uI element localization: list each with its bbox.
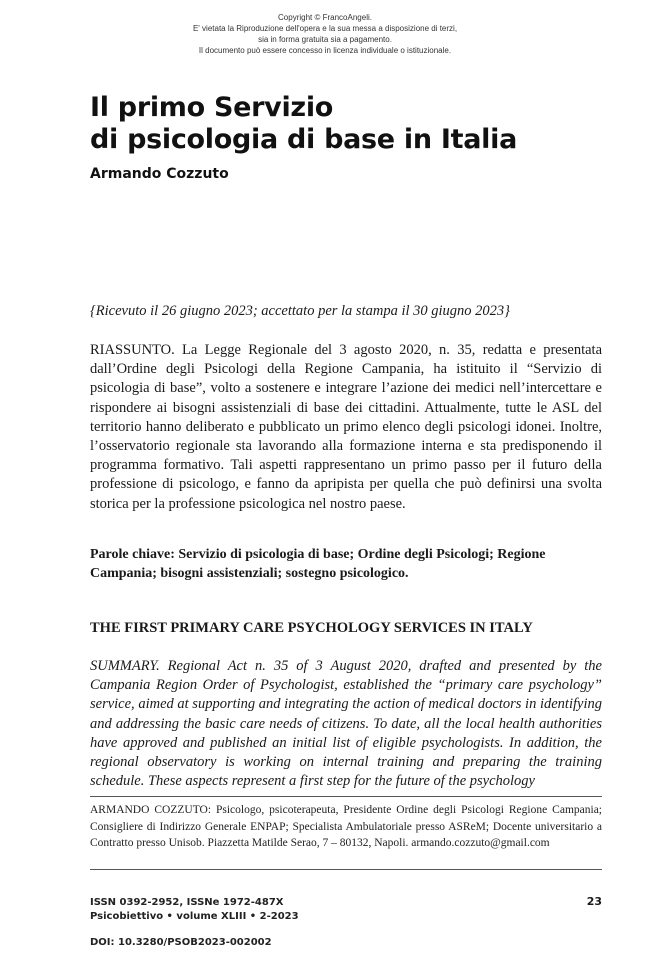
copyright-notice [0,12,650,56]
journal-volume: Psicobiettivo • volume XLIII • 2-2023 [90,911,299,922]
copyright-line: E' vietata la Riproduzione dell'opera e la sua messa a disposizione di terzi, [192,24,458,33]
received-dates: {Ricevuto il 26 giugno 2023; accettato per la stampa il 30 giugno 2023} [90,303,510,319]
page-number: 23 [586,895,602,908]
doi: DOI: 10.3280/PSOB2023-002002 [90,937,272,948]
copyright-line: sia in forma gratuita sia a pagamento. [258,35,392,44]
issn: ISSN 0392-2952, ISSNe 1972-487X [90,897,284,908]
abstract-italian: RIASSUNTO. La Legge Regionale del 3 agosto 2020, n. 35, redatta e presentata dall’Ordine degli Psicologi della Regione Campania, ha istituito il “Servizio di psicologia di base”, volto a sostenere e integrare l’azione dei medici nell’intercettare e rispondere ai bisogni assistenziali di base dei cittadini. Attualmente, tutte le ASL del territorio hanno deliberato e pubblicato un primo elenco degli psicologi idonei. Inoltre, l’osservatorio regionale sta lavorando alla formazione interna e sta predisponendo il programma formativo. Tali aspetti rappresentano un primo passo per il futuro della professione di psicologo, e fanno da apripista per quella che può definirsi una svolta storica per la professione psicologica nel nostro paese. [90,342,602,512]
journal-info [90,896,299,924]
copyright-line: Il documento può essere concesso in licenza individuale o istituzionale. [198,46,452,55]
footnote-divider-bottom [90,869,602,870]
keywords: Parole chiave: Servizio di psicologia di base; Ordine degli Psicologi; Regione Campania; bisogni assistenziali; sostegno psicologico. [90,547,546,581]
author-name: Armando Cozzuto [90,166,229,182]
article-title-line: Il primo Servizio [90,92,334,123]
footnote-divider-top [90,796,602,797]
abstract-english: SUMMARY. Regional Act n. 35 of 3 August 2020, drafted and presented by the Campania Region Order of Psychologist, established the “primary care psychology” service, aimed at supporting and integrating the action of medical doctors in identifying and addressing the basic care needs of citizens. To date, all the local health authorities have approved and published an initial list of eligible psychologists. In addition, the regional observatory is working on internal training and preparing the training schedule. These aspects represent a first step for the future of the psychology [90,658,602,790]
article-title-line: di psicologia di base in Italia [90,124,517,155]
author-affiliation: ARMANDO COZZUTO: Psicologo, psicoterapeuta, Presidente Ordine degli Psicologi Regione Campania; Consigliere di Indirizzo Generale ENPAP; Specialista Ambulatoriale presso ASReM; Docente universitario a Contratto presso Unisob. Piazzetta Matilde Serao, 7 – 80132, Napoli. armando.cozzuto@gmail.com [90,804,602,849]
article-title [90,92,610,156]
english-title: THE FIRST PRIMARY CARE PSYCHOLOGY SERVICES IN ITALY [90,620,533,636]
copyright-line: Copyright © FrancoAngeli. [278,13,372,22]
